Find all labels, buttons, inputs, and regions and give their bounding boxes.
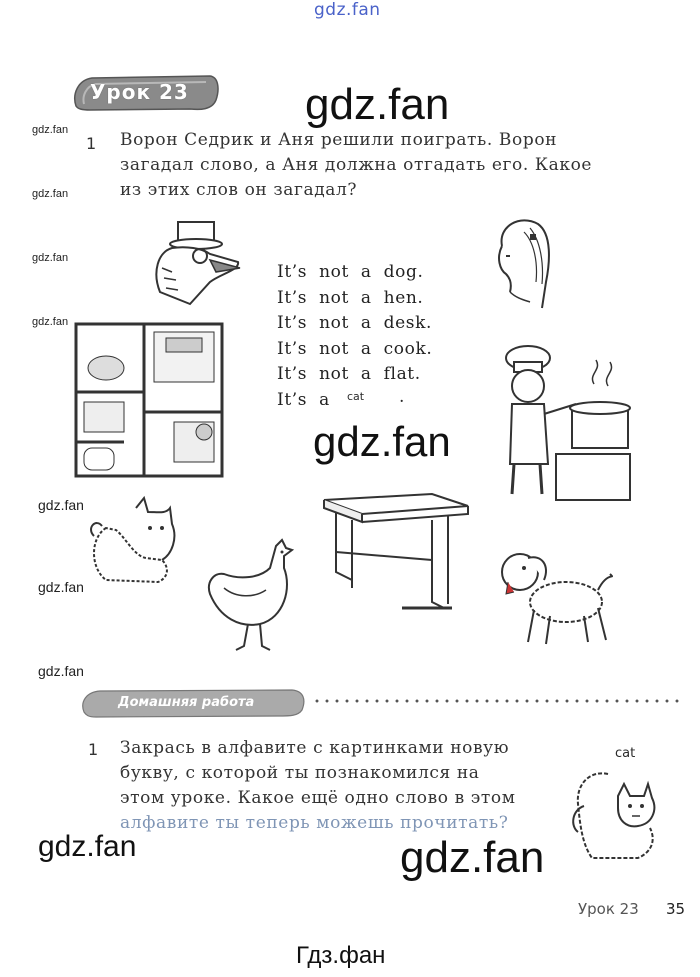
watermark-margin-7: gdz.fan bbox=[38, 663, 84, 679]
task2-line-1: Закрась в алфавите с картинками новую bbox=[120, 738, 510, 758]
watermark-margin-5: gdz.fan bbox=[38, 497, 84, 513]
hen-illustration bbox=[200, 538, 300, 654]
watermark-margin-1: gdz.fan bbox=[32, 124, 69, 136]
task2-text bbox=[120, 736, 516, 836]
sentence-1: It’s not a dog. bbox=[277, 262, 424, 282]
task2-line-4: алфавите ты теперь можешь прочитать? bbox=[120, 813, 509, 833]
desk-illustration bbox=[322, 492, 472, 614]
task1-text bbox=[120, 128, 592, 203]
task1-handwritten-answer: cat bbox=[347, 390, 365, 403]
watermark-large-4: gdz.fan bbox=[400, 833, 545, 882]
watermark-margin-3: gdz.fan bbox=[32, 252, 69, 264]
homework-section-header bbox=[78, 688, 308, 718]
sentence-3: It’s not a desk. bbox=[277, 313, 433, 333]
task1-line-3: из этих слов он загадал? bbox=[120, 180, 358, 200]
task1-final-period: . bbox=[399, 387, 405, 407]
dog-illustration bbox=[498, 550, 618, 646]
task1-line-2: загадал слово, а Аня должна отгадать его. Какое bbox=[120, 155, 593, 175]
section-divider-dots bbox=[312, 698, 684, 704]
homework-section-title: Домашняя работа bbox=[118, 695, 255, 710]
sentence-6: It’s a bbox=[277, 389, 330, 410]
watermark-large-1: gdz.fan bbox=[305, 80, 450, 129]
lesson-badge-label: Урок 23 bbox=[90, 80, 189, 104]
task2-line-2: букву, с которой ты познакомился на bbox=[120, 763, 480, 783]
sentence-5: It’s not a flat. bbox=[277, 364, 421, 384]
flat-floorplan-illustration bbox=[74, 322, 226, 482]
cook-illustration bbox=[498, 344, 638, 504]
watermark-top: gdz.fan bbox=[314, 0, 381, 20]
lesson-badge bbox=[70, 74, 220, 112]
watermark-large-2: gdz.fan bbox=[313, 418, 451, 465]
girl-anya-illustration bbox=[480, 212, 560, 312]
watermark-large-3: gdz.fan bbox=[38, 830, 137, 863]
sentence-4: It’s not a cook. bbox=[277, 338, 433, 359]
watermark-footer-caption: Гдз.фан bbox=[296, 942, 386, 969]
footer-lesson-label: Урок 23 bbox=[578, 900, 639, 918]
task2-line-3: этом уроке. Какое ещё одно слово в этом bbox=[120, 788, 516, 808]
watermark-margin-4: gdz.fan bbox=[32, 316, 69, 328]
sentence-2: It’s not a hen. bbox=[277, 287, 424, 308]
task2-number: 1 bbox=[88, 740, 99, 759]
cat-small-illustration bbox=[568, 766, 660, 862]
task1-line-1: Ворон Седрик и Аня решили поиграть. Ворон bbox=[120, 130, 558, 150]
crow-cedric-illustration bbox=[150, 212, 245, 307]
task1-number: 1 bbox=[86, 134, 97, 153]
watermark-margin-6: gdz.fan bbox=[38, 579, 84, 595]
page-number: 35 bbox=[666, 900, 686, 918]
cat-illustration bbox=[86, 498, 182, 590]
task2-handwritten-answer: cat bbox=[615, 746, 636, 761]
watermark-margin-2: gdz.fan bbox=[32, 188, 69, 200]
